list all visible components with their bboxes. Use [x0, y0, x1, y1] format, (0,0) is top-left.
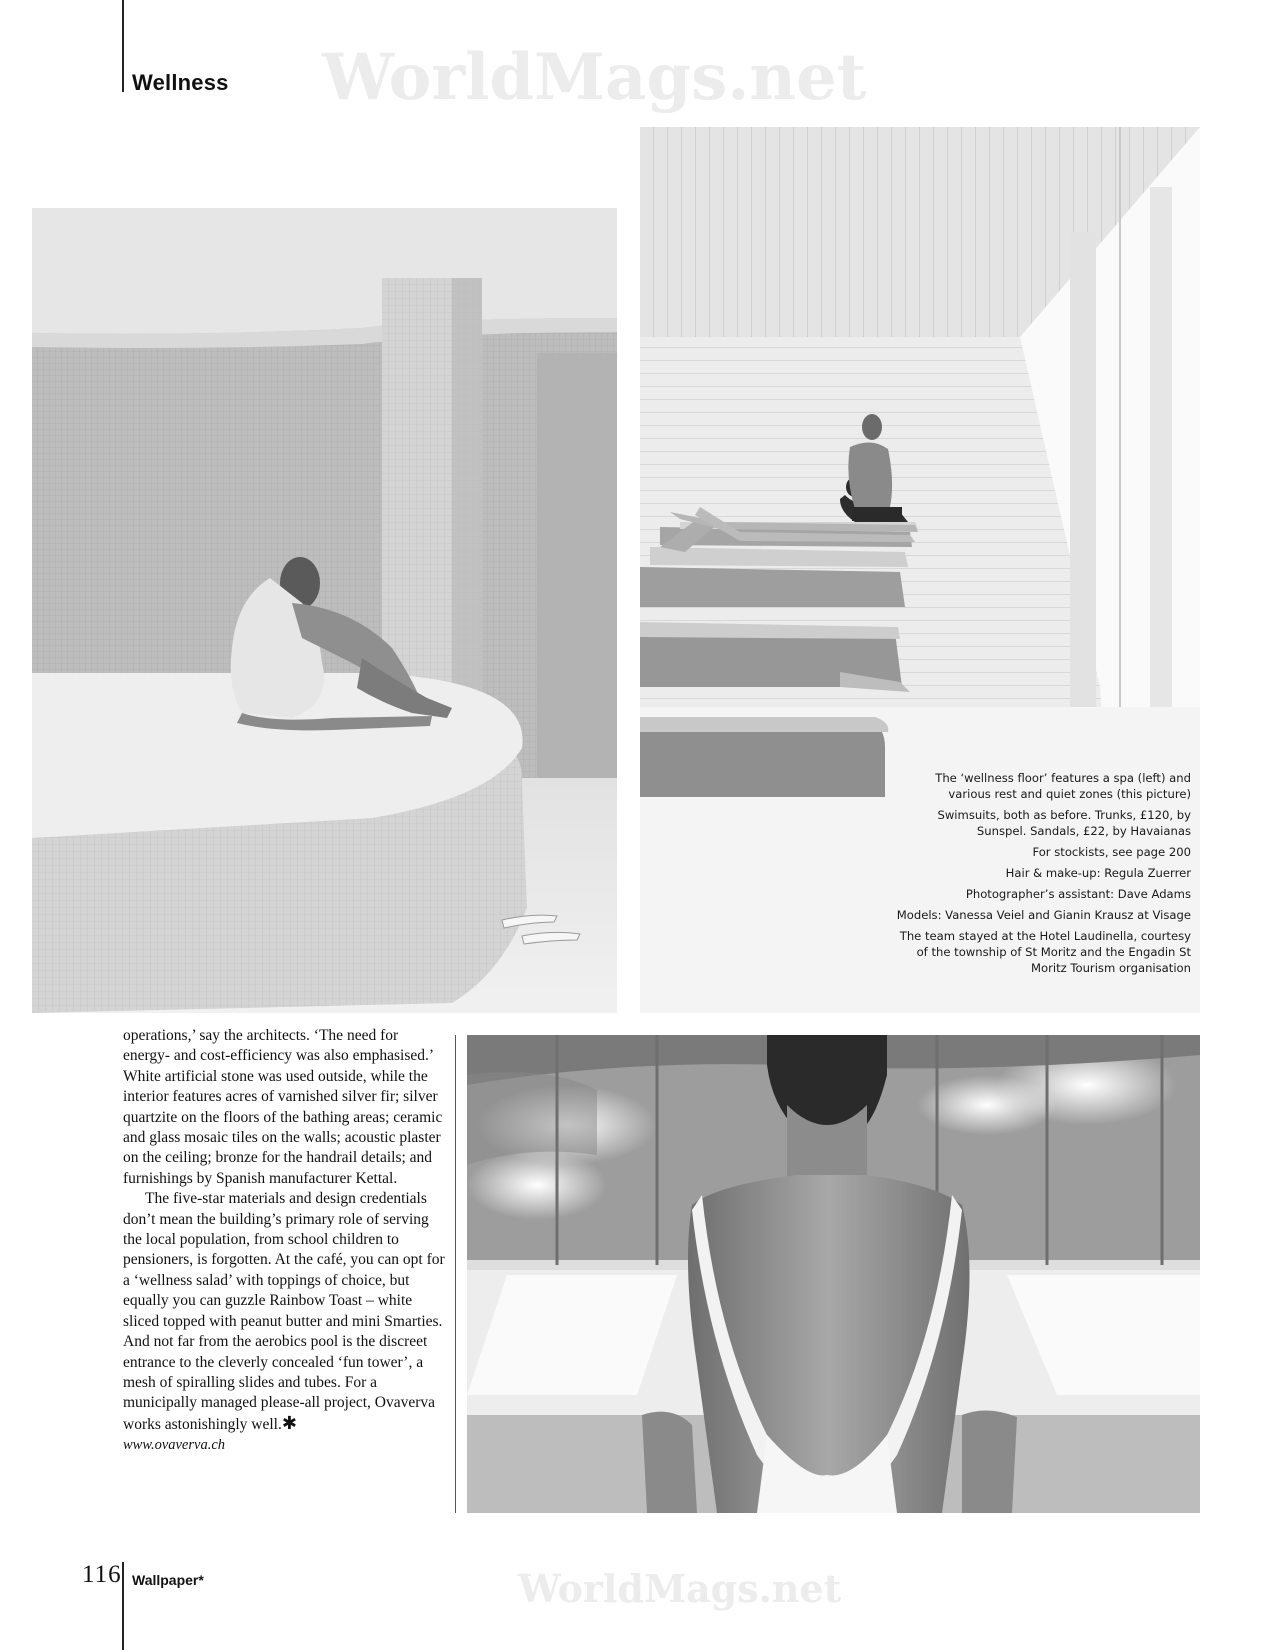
caption-line-4: Hair & make-up: Regula Zuerrer	[1005, 866, 1191, 880]
column-rule	[455, 1035, 456, 1513]
footer-rule	[122, 1562, 124, 1650]
caption-line-3: For stockists, see page 200	[1032, 845, 1191, 859]
photo-spa-platform	[32, 208, 617, 1013]
caption-line-7: The team stayed at the Hotel Laudinella, courtesy of the township of St Moritz and the Engadin St Moritz Tourism organisation	[899, 929, 1191, 975]
publication-name: Wallpaper*	[132, 1572, 204, 1588]
article-url: www.ovaverva.ch	[123, 1437, 226, 1454]
page-number: 116	[82, 1561, 122, 1588]
body-paragraph-2-text: The five-star materials and design credentials don’t mean the building’s primary role of serving the local population, from school children to pensioners, is forgotten. At the café, you can opt for a ‘wellness salad’ with toppings of choice, but equally you can guzzle Rainbow Toast – white sliced topped with peanut butter and mini Smarties. And not far from the aerobics pool is the discreet entrance to the cleverly concealed ‘fun tower’, a mesh of spiralling slides and tubes. For a municipally managed please-all project, Ovaverva works astonishingly well.	[123, 1190, 445, 1433]
end-mark-icon: ✱	[281, 1412, 297, 1434]
watermark-bottom: WorldMags.net	[518, 1566, 842, 1611]
watermark-top: WorldMags.net	[322, 40, 867, 115]
photo-caption	[891, 770, 1191, 981]
caption-line-2: Swimsuits, both as before. Trunks, £120, by Sunspel. Sandals, £22, by Havaianas	[937, 808, 1191, 838]
body-paragraph-2	[123, 1189, 449, 1435]
section-label: Wellness	[132, 70, 229, 95]
body-paragraph-1: operations,’ say the architects. ‘The need for energy- and cost-efficiency was also emphasised.’ White artificial stone was used outside, while the interior features acres of varnished silver fir; silver quartzite on the floors of the bathing areas; ceramic and glass mosaic tiles on the walls; acoustic plaster on the ceiling; bronze for the handrail details; and furnishings by Spanish manufacturer Kettal.	[123, 1027, 443, 1187]
caption-line-1: The ‘wellness floor’ features a spa (left) and various rest and quiet zones (this picture)	[935, 771, 1191, 801]
photo-window-view	[467, 1035, 1200, 1513]
caption-line-5: Photographer’s assistant: Dave Adams	[965, 887, 1191, 901]
article-body	[123, 1026, 449, 1456]
section-rule	[122, 0, 124, 92]
caption-line-6: Models: Vanessa Veiel and Gianin Krausz at Visage	[896, 908, 1191, 922]
